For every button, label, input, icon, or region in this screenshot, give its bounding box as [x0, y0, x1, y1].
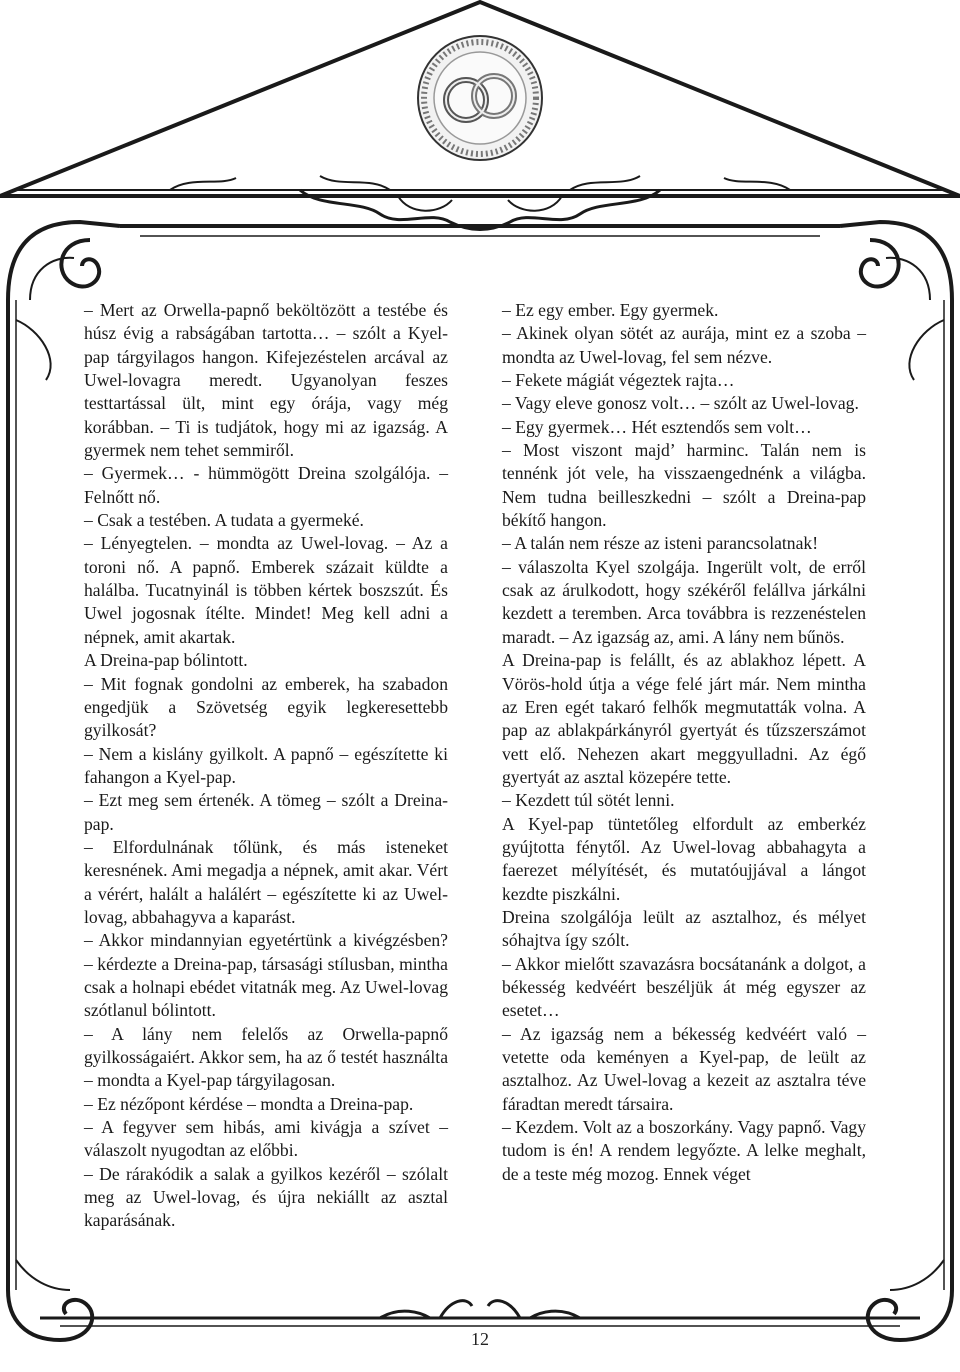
- corner-scroll-bottom-right: [868, 1260, 952, 1340]
- left-text-column: [84, 299, 448, 1233]
- paragraph: – De rárakódik a salak a gyilkos kezéről – szólalt meg az Uwel-lovag, és újra nekiállt az asztal kaparásának.: [84, 1163, 448, 1231]
- paragraph: – Kezdem. Volt az a boszorkány. Vagy papnő. Vagy tudom is én! A rendem legyőzte. A lelke meghalt, de a teste még mozog. Ennek véget: [502, 1117, 866, 1184]
- page-number: 12: [471, 1329, 489, 1349]
- paragraph: – Akkor mielőtt szavazásra bocsátanánk a dolgot, a békesség kedvéért beszéljük át még egyszer az esetet…: [502, 953, 866, 1021]
- paragraph: – Mit fognak gondolni az emberek, ha szabadon engedjük a Szövetség egyik legkeresettebb gyilkosát?: [84, 673, 448, 741]
- paragraph: A Kyel-pap tüntetőleg elfordult az emberkéz gyújtotta fénytől. Az Uwel-lovag abbahagyta a faerezet mélyítését, és mutatóujjával a lángot kezdte piszkálni.: [502, 813, 866, 904]
- paragraph: – A lány nem felelős az Orwella-papnő gyilkosságaiért. Akkor sem, ha az ő testét használta – mondta a Kyel-pap tárgyilagosan.: [84, 1023, 448, 1091]
- right-text-column: [502, 299, 866, 1186]
- paragraph: – Egy gyermek… Hét esztendős sem volt…: [502, 416, 812, 437]
- paragraph: – Akkor mindannyian egyetértünk a kivégzésben? – kérdezte a Dreina-pap, társasági stílusban, mintha csak a holnapi ebédet vitatnák meg. Az Uwel-lovag szótlanul bólintott.: [84, 930, 448, 1021]
- paragraph: A Dreina-pap is felállt, és az ablakhoz lépett. A Vörös-hold útja a vége felé járt már. Nem mintha az Eren egét takaró felhők megmutatták volna. A pap az ablakpárkányról gyertyát és tűzszerszámot vett elő. Nehezen akart meggyulladni. Az égő gyertyát az asztal közepére tette.: [502, 650, 866, 787]
- paragraph: – Vagy eleve gonosz volt… – szólt az Uwel-lovag.: [502, 393, 859, 414]
- paragraph: – Lényegtelen. – mondta az Uwel-lovag. – Az a toroni nő. A papnő. Emberek százait küldte a halálba. Tucatnyinál is többen kértek boszszút. És Uwel jogosnak ítélte. Mindet! Meg kell adni a népnek, amit akartak.: [84, 533, 448, 647]
- paragraph: A Dreina-pap bólintott.: [84, 650, 248, 671]
- paragraph: – A talán nem része az isteni parancsolatnak!: [502, 533, 819, 554]
- paragraph: Dreina szolgálója leült az asztalhoz, és mélyet sóhajtva így szólt.: [502, 906, 866, 951]
- paragraph: – Ezt meg sem értenék. A tömeg – szólt a Dreina-pap.: [84, 790, 448, 834]
- page-number-ornament: [380, 1301, 580, 1318]
- paragraph: – Most viszont majd’ harminc. Talán nem is tennénk jót vele, ha visszaengednénk a világba. Nem tudna beilleszkedni – szólt a Dreina-pap békítő hangon.: [502, 440, 866, 531]
- paragraph: – Mert az Orwella-papnő beköltözött a testébe és húsz évig a rabságában tartotta… – szólt a Kyel-pap tárgyilagos hangon. Kifejezéstelen arcával az Uwel-lovagra meredt. Ugyanolyan feszes testtartással ült, mint egy órája, vagy még korábban. – Ti is tudjátok, hogy mi az igazság. A gyermek nem tehet semmiről.: [84, 300, 448, 461]
- paragraph: – Gyermek… - hümmögött Dreina szolgálója. – Felnőtt nő.: [84, 463, 448, 507]
- paragraph: – A fegyver sem hibás, ami kivágja a szívet – válaszolt nyugodtan az előbbi.: [84, 1117, 448, 1161]
- paragraph: – válaszolta Kyel szolgája. Ingerült volt, de erről csak az árulkodott, hogy székéről felállva járkálni kezdett a teremben. Arca továbbra is rezzenéstelen maradt. – Az igazság az, ami. A lány nem bűnös.: [502, 556, 866, 647]
- paragraph: – Akinek olyan sötét az aurája, mint ez a szoba – mondta az Uwel-lovag, fel sem nézve.: [502, 323, 866, 367]
- paragraph: – Elfordulnának tőlünk, és más isteneket keresnének. Ami megadja a népnek, amit akar. Vért a vérért, halált a halálért – egészítette ki az Uwel-lovag, abbahagyva a kaparást.: [84, 836, 448, 927]
- paragraph: – Kezdett túl sötét lenni.: [502, 790, 675, 811]
- paragraph: – Ez nézőpont kérdése – mondta a Dreina-pap.: [84, 1093, 414, 1114]
- paragraph: – Csak a testében. A tudata a gyermeké.: [84, 510, 364, 531]
- medallion-rings-emblem: [418, 36, 542, 160]
- paragraph: – Ez egy ember. Egy gyermek.: [502, 300, 719, 320]
- paragraph: – Nem a kislány gyilkolt. A papnő – egészítette ki fahangon a Kyel-pap.: [84, 743, 448, 787]
- corner-scroll-bottom-left: [8, 1260, 92, 1340]
- paragraph: – Az igazság nem a békesség kedvéért való – vetette oda keményen a Kyel-pap, de leült az asztalhoz. Az Uwel-lovag a kezeit az asztalra téve fáradtan meredt társaira.: [502, 1023, 866, 1114]
- paragraph: – Fekete mágiát végeztek rajta…: [502, 370, 735, 391]
